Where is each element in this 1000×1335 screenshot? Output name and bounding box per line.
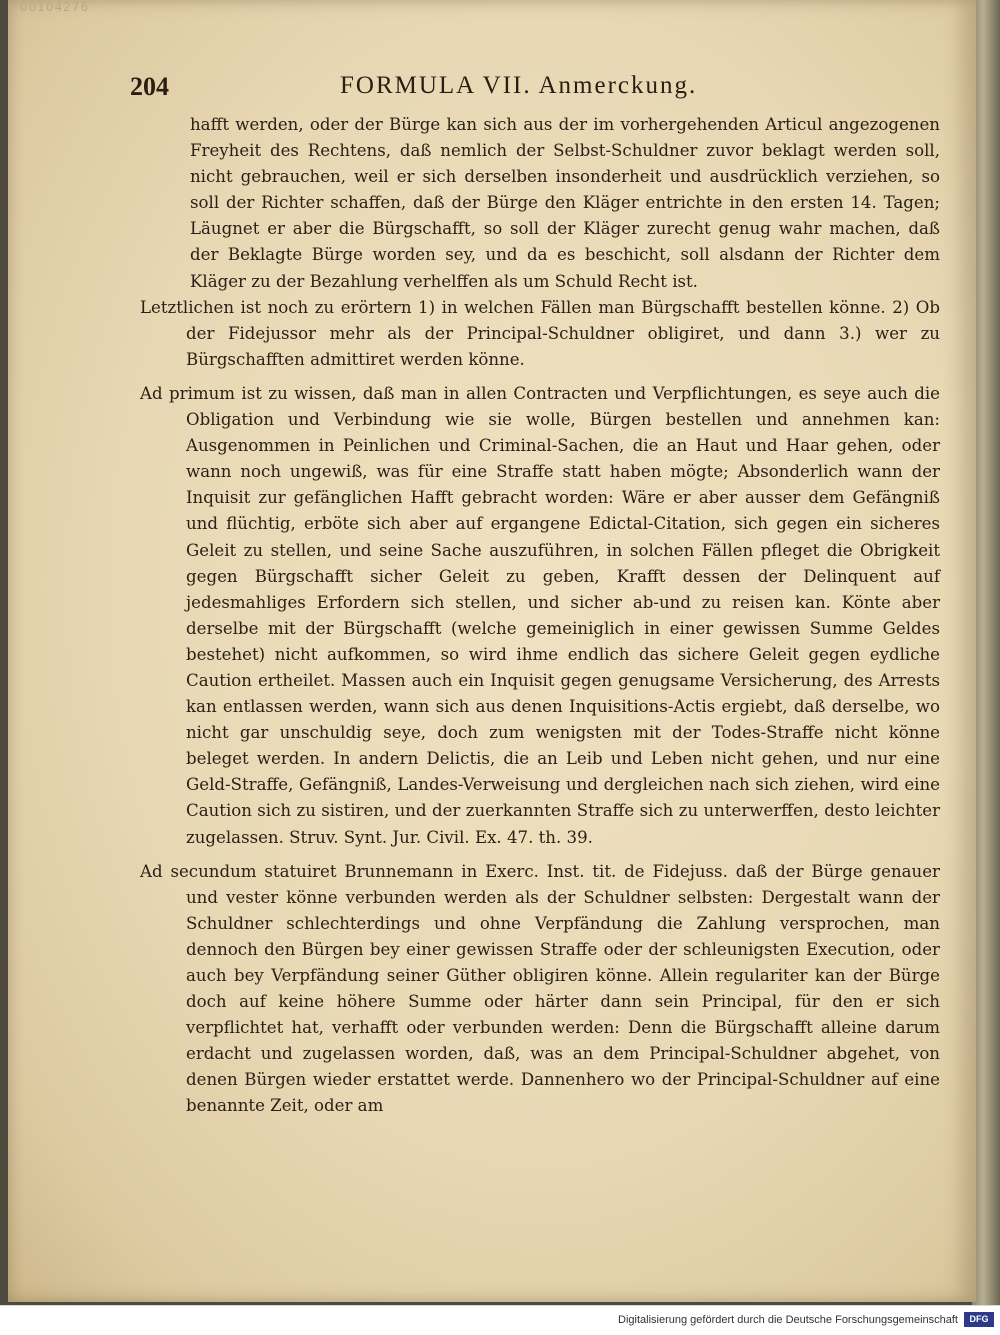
- footer-credit: Digitalisierung gefördert durch die Deutsche Forschungsgemeinschaft: [618, 1314, 958, 1326]
- dfg-logo: DFG: [964, 1312, 994, 1327]
- paragraph-2: Letztlichen ist noch zu erörtern 1) in welchen Fällen man Bürgschafft bestellen könne. 2) Ob der Fidejussor mehr als der Principal-Schuldner obligiret, und dann 3.) wer zu Bürgschafften admittiret werden könne.: [140, 297, 940, 369]
- paragraph-4: Ad secundum statuiret Brunnemann in Exerc. Inst. tit. de Fidejuss. daß der Bürge genauer und vester könne verbunden werden als der Schuldner selbsten: Dergestalt wann der Schuldner schlechterdings und ohne Verpfändung die Zahlung versprochen, man dennoch den Bürgen bey einer gewissen Straffe oder der schleunigsten Execution, oder auch bey Verpfändung seiner Güther obligiren könne. Allein regulariter kan der Bürge doch auf keine höhere Summe oder härter dann sein Principal, für den er sich verpflichtet hat, verhafft oder verbunden werden: Denn die Bürgschafft alleine darum erdacht und zugelassen worden, daß, was an dem Principal-Schuldner abgehet, von denen Bürgen wieder erstattet werde. Dannenhero wo der Principal-Schuldner auf eine benannte Zeit, oder am: [140, 861, 940, 1116]
- footer-bar: [0, 1305, 1000, 1335]
- page-header: [130, 72, 940, 108]
- page-number: 204: [130, 72, 169, 101]
- body-text: [140, 112, 940, 1120]
- library-stamp: 00104276: [20, 0, 90, 14]
- paragraph-3: Ad primum ist zu wissen, daß man in allen Contracten und Verpflichtungen, es seye auch die Obligation und Verbindung wie sie wolle, Bürgen bestellen und annehmen kan: Ausgenommen in Peinlichen und Criminal-Sachen, die an Haut und Haar gehen, oder wann noch ungewiß, was für eine Straffe statt haben mögte; Absonderlich wann der Inquisit zur gefänglichen Hafft gebracht worden: Wäre er aber ausser dem Gefängniß und flüchtig, erböte sich aber auf ergangene Edictal-Citation, sich gegen ein sicheres Geleit zu stellen, und seine Sache auszuführen, in solchen Fällen pfleget die Obrigkeit gegen Bürgschafft sicher Geleit zu geben, Krafft dessen der Delinquent auf jedesmahliges Erfordern sich stellen, und sicher ab-und zu reisen kan. Könte aber derselbe mit der Bürgschafft (welche gemeiniglich in einer gewissen Summe Geldes bestehet) nicht aufkommen, so wird ihme endlich das sichere Geleit gegen eydliche Caution ertheilet. Massen auch ein Inquisit gegen genugsame Versicherung, des Arrests kan entlassen werden, wann sich aus denen Inquisitions-Actis ergiebt, daß derselbe, wo nicht gar unschuldig seye, doch zum wenigsten mit der Todes-Straffe nicht könne beleget werden. In andern Delictis, die an Leib und Leben nicht gehen, und nur eine Geld-Straffe, Gefängniß, Landes-Verweisung und dergleichen nach sich ziehen, wird eine Caution sich zu sistiren, und der zuerkannten Straffe sich zu unterwerffen, desto leichter zugelassen. Struv. Synt. Jur. Civil. Ex. 47. th. 39.: [140, 383, 940, 847]
- paragraph-1: hafft werden, oder der Bürge kan sich aus der im vorhergehenden Articul angezogenen Freyheit des Rechtens, daß nemlich der Selbst-Schuldner zuvor beklagt werden soll, nicht gebrauchen, weil er sich derselben insonderheit und ausdrücklich verziehen, so soll der Richter schaffen, daß der Bürge den Kläger entrichte in den ersten 14. Tagen; Läugnet er aber die Bürgschafft, so soll der Kläger zurecht genug wahr machen, daß der Beklagte Bürge worden sey, und da es beschicht, soll alsdann der Richter dem Kläger zu der Bezahlung verhelffen als um Schuld Recht ist.: [190, 115, 940, 291]
- running-head: FORMULA VII. Anmerckung.: [340, 72, 698, 99]
- book-edge-right: [972, 0, 1000, 1305]
